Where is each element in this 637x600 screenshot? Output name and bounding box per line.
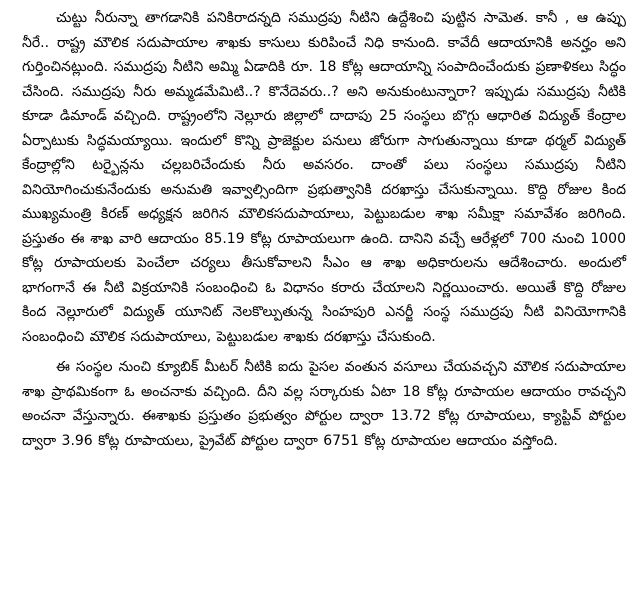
document-page <box>22 6 626 453</box>
paragraph-2: ఈ సంస్థల నుంచి క్యూబిక్ మీటర్ నీటికి ఐదు పైసల వంతున వసూలు చేయవచ్చని మౌలిక సదుపాయాల శాఖ ప్రాథమికంగా ఓ అంచనాకు వచ్చింది. దీని వల్ల సర్కారుకు ఏటా 18 కోట్ల రూపాయల ఆదాయం రావచ్చని అంచనా వేస్తున్నారు. ఈశాఖకు ప్రస్తుతం ప్రభుత్వం పోర్టుల ద్వారా 13.72 కోట్ల రూపాయలు, క్యాప్టివ్ పోర్టుల ద్వారా 3.96 కోట్ల రూపాయలు, ప్రైవేట్ పోర్టుల ద్వారా 6751 కోట్ల రూపాయల ఆదాయం వస్తోంది. <box>22 359 626 449</box>
paragraph-1: చుట్టు నీరున్నా తాగడానికి పనికిరాదన్నది సముద్రపు నీటిని ఉద్దేశించి పుట్టిన సామెత. కానీ , ఆ ఉప్పు నీరే.. రాష్ట్ర మౌలిక సదుపాయాల శాఖకు కాసులు కురిపించే నిధి కానుంది. కావేదీ ఆదాయానికి అనర్హం అని గుర్తించినట్లుంది. సముద్రపు నీటిని అమ్మి ఏడాదికి రూ. 18 కోట్ల ఆదాయాన్ని సంపాదించేందుకు ప్రణాళికలు సిద్ధం చేసింది. సముద్రపు నీరు అమ్మడమేమిటి..? కొనేదెవరు..? అని అనుకుంటున్నారా? ఇప్పుడు సముద్రపు నీటికి కూడా డిమాండ్ వచ్చింది. రాష్ట్రంలోని నెల్లూరు జిల్లాలో దాదాపు 25 సంస్థలు బొగ్గు ఆధారిత విద్యుత్ కేంద్రాల ఏర్పాటుకు సిద్ధమయ్యాయి. ఇందులో కొన్ని ప్రాజెక్టుల పనులు జోరుగా సాగుతున్నాయి కూడా థర్మల్ విద్యుత్ కేంద్రాల్లోని టర్బైన్లను చల్లబరిచేందుకు నీరు అవసరం. దాంతో పలు సంస్థలు సముద్రపు నీటిని వినియోగించుకునేందుకు అనుమతి ఇవ్వాల్సిందిగా ప్రభుత్వానికి దరఖాస్తు చేసుకున్నాయి. కొద్ది రోజుల కింద ముఖ్యమంత్రి కిరణ్ అధ్యక్షన జరిగిన మౌలికసదుపాయాలు, పెట్టుబడుల శాఖ సమీక్షా సమావేశం జరిగింది. ప్రస్తుతం ఈ శాఖ వారి ఆదాయం 85.19 కోట్ల రూపాయలుగా ఉంది. దానిని వచ్చే ఆరేళ్లలో 700 నుంచి 1000 కోట్ల రూపాయలకు పెంచేలా చర్యలు తీసుకోవాలని సీఎం ఆ శాఖ అధికారులను ఆదేశించారు. అందులో భాగంగానే ఈ నీటి విక్రయానికి సంబంధించి ఓ విధానం కరారు చేయాలని నిర్ణయించారు. అయితే కొద్ది రోజుల కింద నెల్లూరులో విద్యుత్ యూనిట్ నెలకొల్పుతున్న సింహపురి ఎనర్జీ సంస్థ సముద్రపు నీటి వినియోగానికి సంబంధించి మౌలిక సదుపాయాలు, పెట్టుబడుల శాఖకు దరఖాస్తు చేసుకుంది. <box>22 10 626 345</box>
